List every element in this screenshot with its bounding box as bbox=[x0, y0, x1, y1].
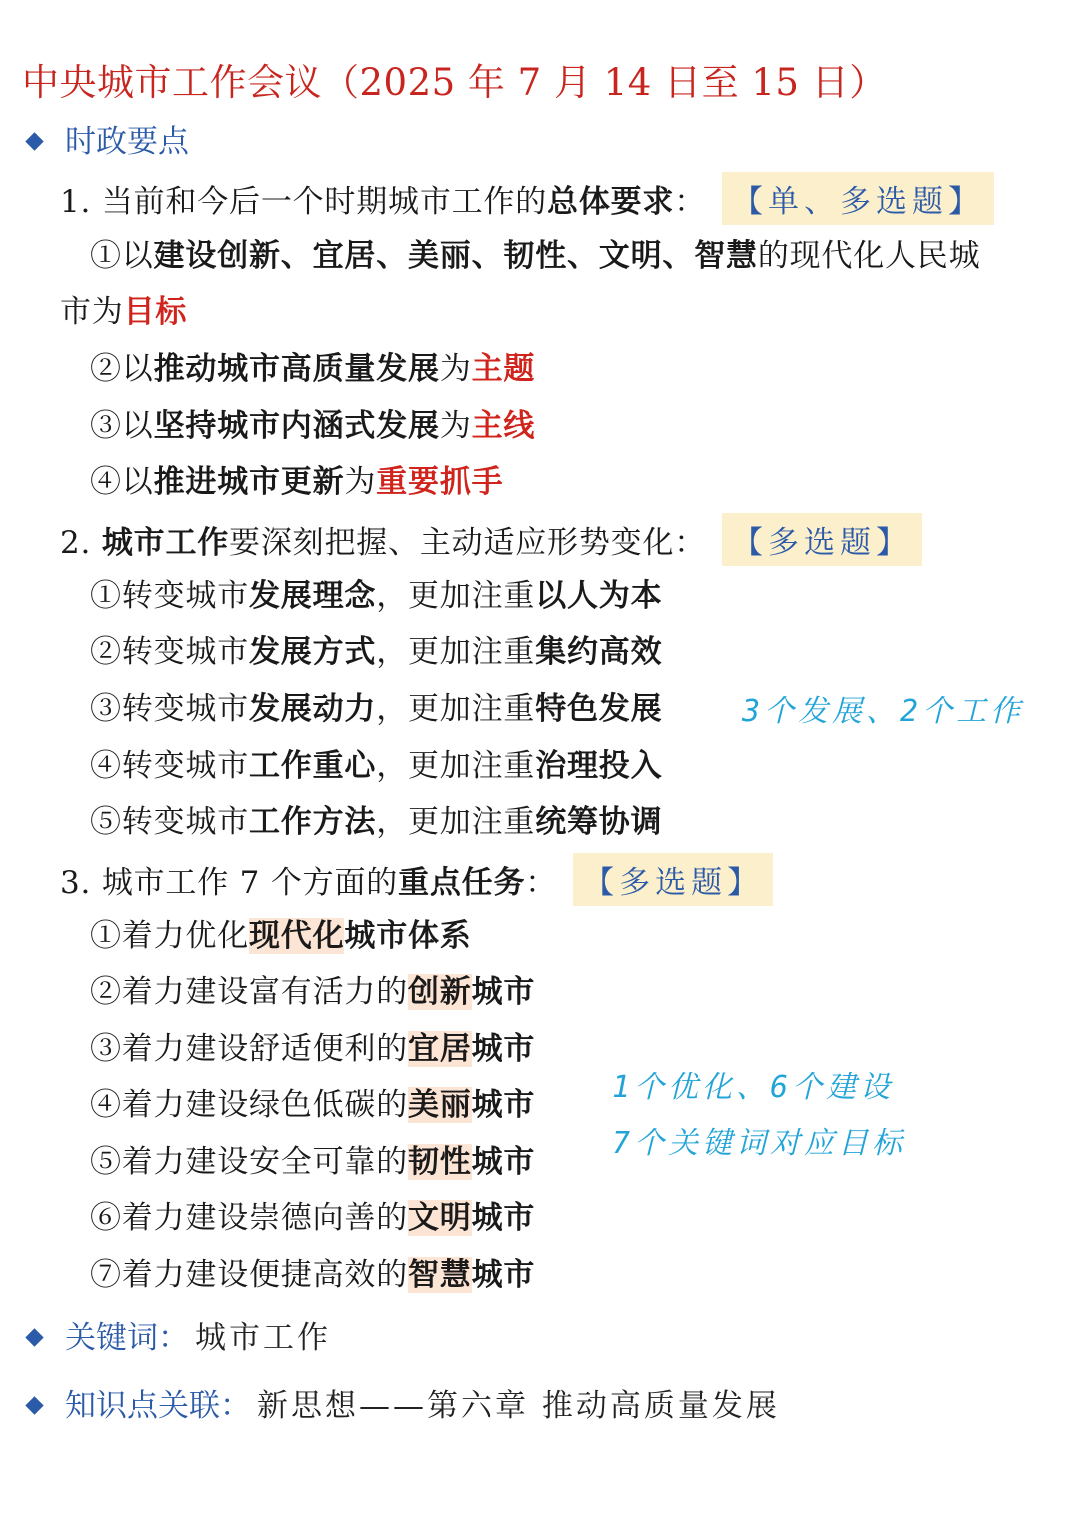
q1-item-1-c: 的现代化人民城 bbox=[757, 238, 981, 274]
q3-item bbox=[90, 1192, 535, 1237]
q1-item-2 bbox=[90, 343, 535, 388]
q2-item bbox=[90, 626, 662, 671]
q3-item-a: ⑥着力建设崇德向善的 bbox=[90, 1200, 408, 1236]
q3-item-highlight: 韧性 bbox=[408, 1144, 472, 1180]
q1-item-4-b: 推进城市更新 bbox=[153, 464, 345, 500]
q1-item-1-e: 目标 bbox=[123, 294, 188, 330]
q1-suffix: ： bbox=[674, 184, 707, 220]
q1-item-3-d: 主线 bbox=[471, 408, 536, 444]
q3-item-highlight: 现代化 bbox=[249, 918, 345, 954]
q2-item-d: 治理投入 bbox=[535, 748, 663, 784]
q2-item-b: 工作重心 bbox=[249, 748, 377, 784]
q2-suffix: 要深刻把握、主动适应形势变化： bbox=[229, 525, 707, 561]
q1-item-3-c: 为 bbox=[439, 408, 472, 444]
q1-item-4 bbox=[90, 456, 503, 501]
q3-item-c: 城市 bbox=[471, 1257, 536, 1293]
q2-item bbox=[90, 796, 662, 841]
q2-item-c: ，更加注重 bbox=[376, 804, 536, 840]
q3-item-c: 城市 bbox=[471, 1031, 536, 1067]
handwritten-note-q2: 3个发展、2个工作 bbox=[742, 694, 1025, 729]
q3-item-highlight: 文明 bbox=[408, 1200, 472, 1236]
q1-bold: 总体要求 bbox=[547, 184, 675, 220]
section-politics bbox=[22, 116, 189, 161]
q2-item-b: 发展方式 bbox=[249, 634, 377, 670]
q2-item-c: ，更加注重 bbox=[376, 691, 536, 727]
q3-item-c: 城市 bbox=[471, 1087, 536, 1123]
relation-value: 新思想——第六章 推动高质量发展 bbox=[257, 1388, 780, 1424]
handwritten-note-q3-line1: 1个优化、6个建设 bbox=[612, 1070, 895, 1105]
q3-item-highlight: 宜居 bbox=[408, 1031, 472, 1067]
keyword-value: 城市工作 bbox=[195, 1320, 331, 1356]
q3-item bbox=[90, 1249, 535, 1294]
q1-item-4-c: 为 bbox=[344, 464, 377, 500]
diamond-bullet-icon bbox=[25, 1328, 43, 1346]
q2-item bbox=[90, 570, 662, 615]
keyword-label: 关键词： bbox=[65, 1320, 189, 1356]
q1-item-1 bbox=[90, 230, 980, 275]
q3-tag: 【多选题】 bbox=[573, 853, 773, 906]
q3-item-a: ④着力建设绿色低碳的 bbox=[90, 1087, 408, 1123]
q2-item-d: 特色发展 bbox=[535, 691, 663, 727]
q2-item-b: 发展动力 bbox=[249, 691, 377, 727]
q2-heading bbox=[60, 513, 922, 566]
q3-suffix: ： bbox=[525, 865, 558, 901]
q2-item-c: ，更加注重 bbox=[376, 748, 536, 784]
q2-item-b: 工作方法 bbox=[249, 804, 377, 840]
q3-item-highlight: 智慧 bbox=[408, 1257, 472, 1293]
q3-item-highlight: 美丽 bbox=[408, 1087, 472, 1123]
q1-tag: 【单、多选题】 bbox=[722, 172, 994, 225]
page-title: 中央城市工作会议（2025 年 7 月 14 日至 15 日） bbox=[22, 61, 887, 104]
q2-tag: 【多选题】 bbox=[722, 513, 922, 566]
q1-item-1-d: 市为 bbox=[60, 294, 124, 330]
q3-item bbox=[90, 1023, 535, 1068]
q1-item-1-a: ①以 bbox=[90, 238, 154, 274]
q1-item-4-d: 重要抓手 bbox=[376, 464, 504, 500]
q1-heading bbox=[60, 172, 994, 225]
q3-item-a: ③着力建设舒适便利的 bbox=[90, 1031, 408, 1067]
q3-item-a: ⑤着力建设安全可靠的 bbox=[90, 1144, 408, 1180]
q3-item-a: ②着力建设富有活力的 bbox=[90, 974, 408, 1010]
q3-item-c: 城市 bbox=[471, 974, 536, 1010]
q1-item-2-d: 主题 bbox=[471, 351, 536, 387]
diamond-bullet-icon bbox=[25, 1396, 43, 1414]
q2-item bbox=[90, 683, 662, 728]
q2-item-a: ④转变城市 bbox=[90, 748, 249, 784]
q3-item-a: ⑦着力建设便捷高效的 bbox=[90, 1257, 408, 1293]
q1-item-4-a: ④以 bbox=[90, 464, 154, 500]
q3-bold: 重点任务 bbox=[398, 865, 526, 901]
q1-item-3 bbox=[90, 400, 535, 445]
q2-bold: 城市工作 bbox=[101, 525, 230, 561]
q2-prefix: 2. bbox=[60, 525, 102, 561]
diamond-bullet-icon bbox=[25, 132, 43, 150]
handwritten-note-q3-line2: 7个关键词对应目标 bbox=[612, 1126, 907, 1161]
q1-item-3-a: ③以 bbox=[90, 408, 154, 444]
q3-item bbox=[90, 966, 535, 1011]
q3-item-c: 城市 bbox=[471, 1144, 536, 1180]
q2-item bbox=[90, 740, 662, 785]
q2-item-d: 集约高效 bbox=[535, 634, 663, 670]
q1-item-1-b: 建设创新、宜居、美丽、韧性、文明、智慧 bbox=[153, 238, 758, 274]
q3-item-highlight: 创新 bbox=[408, 974, 472, 1010]
section-label: 时政要点 bbox=[65, 124, 189, 160]
section-keyword bbox=[22, 1312, 331, 1357]
q3-heading bbox=[60, 853, 773, 906]
q1-item-3-b: 坚持城市内涵式发展 bbox=[153, 408, 440, 444]
q2-item-a: ①转变城市 bbox=[90, 578, 249, 614]
q1-item-2-b: 推动城市高质量发展 bbox=[153, 351, 440, 387]
q3-item-c: 城市 bbox=[471, 1200, 536, 1236]
q1-item-2-c: 为 bbox=[439, 351, 472, 387]
q2-item-d: 以人为本 bbox=[535, 578, 663, 614]
q2-item-a: ⑤转变城市 bbox=[90, 804, 249, 840]
q1-prefix: 1. 当前和今后一个时期城市工作的 bbox=[60, 184, 548, 220]
q2-item-a: ②转变城市 bbox=[90, 634, 249, 670]
q2-item-c: ，更加注重 bbox=[376, 634, 536, 670]
q2-item-a: ③转变城市 bbox=[90, 691, 249, 727]
relation-label: 知识点关联： bbox=[65, 1388, 251, 1424]
q3-item bbox=[90, 910, 472, 955]
q3-item bbox=[90, 1079, 535, 1124]
section-relation bbox=[22, 1380, 780, 1425]
q2-item-b: 发展理念 bbox=[249, 578, 377, 614]
q3-prefix: 3. 城市工作 7 个方面的 bbox=[60, 865, 399, 901]
q1-item-2-a: ②以 bbox=[90, 351, 154, 387]
q2-item-d: 统筹协调 bbox=[535, 804, 663, 840]
q3-item bbox=[90, 1136, 535, 1181]
q3-item-c: 城市体系 bbox=[344, 918, 472, 954]
q1-item-1-cont bbox=[60, 286, 187, 331]
q3-item-a: ①着力优化 bbox=[90, 918, 249, 954]
q2-item-c: ，更加注重 bbox=[376, 578, 536, 614]
